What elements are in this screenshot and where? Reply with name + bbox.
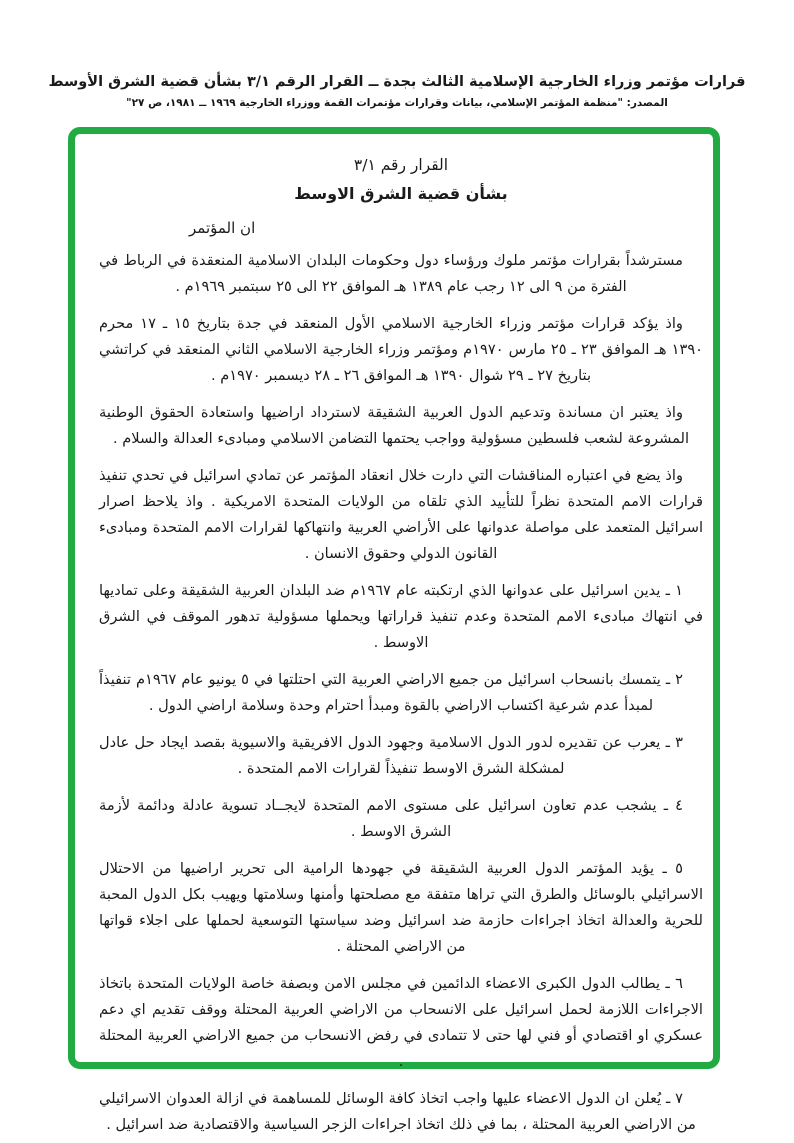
preamble-paragraph: واذ يعتبر ان مساندة وتدعيم الدول العربية الشقيقة لاسترداد اراضيها واستعادة الحقوق الوطنية المشروعة لشعب فلسطين مسؤولية وواجب يحتمها التضامن الاسلامي ومبادىء العدالة والسلام . <box>99 404 690 448</box>
resolution-item-7: ٧ ـ يُعلن ان الدول الاعضاء عليها واجب اتخاذ كافة الوسائل للمساهمة في ازالة العدوان الاسرائيلي من الاراضي العربية المحتلة ، بما في ذلك اتخاذ اجراءات الزجر السياسية والاقتصادية ضد اسرائيل . <box>99 1090 696 1134</box>
resolution-item-2: ٢ ـ يتمسك بانسحاب اسرائيل من جميع الاراضي العربية التي احتلتها في ٥ يونيو عام ١٩٦٧م تنفيذاً لمبدأ عدم شرعية اكتساب الاراضي بالقوة ومبدأ احترام وحدة وسلامة اراضي الدول . <box>99 671 683 715</box>
resolution-subject: بشأن قضية الشرق الاوسط <box>294 184 508 204</box>
opening-phrase: ان المؤتمر <box>189 219 256 238</box>
resolution-item-3: ٣ ـ يعرب عن تقديره لدور الدول الاسلامية وجهود الدول الافريقية والاسيوية بقصد ايجاد حل عادل لمشكلة الشرق الاوسط تنفيذاً لقرارات الامم المتحدة . <box>99 734 683 778</box>
resolution-item-6: ٦ ـ يطالب الدول الكبرى الاعضاء الدائمين في مجلس الامن وبصفة خاصة الولايات المتحدة باتخاذ الاجراءات اللازمة لحمل اسرائيل على الانسحاب من الاراضي العربية المحتلة ووقف تقديم اي دعم عسكري او اقتصادي أو فني لها حتى لا تتمادى في رفض الانسحاب من جميع الاراضي العربية المحتلة . <box>99 975 703 1071</box>
resolution-item-1: ١ ـ يدين اسرائيل على عدوانها الذي ارتكبته عام ١٩٦٧م ضد البلدان العربية الشقيقة وعلى تماديها في انتهاك مبادىء الامم المتحدة وعدم تنفيذ قراراتها ويحملها مسؤولية تدهور الموقف في الشرق الاوسط . <box>99 582 703 652</box>
document-header <box>0 0 794 109</box>
opening-phrase-row <box>189 219 703 237</box>
header-title: قرارات مؤتمر وزراء الخارجية الإسلامية الثالث بجدة ــ القرار الرقم ٣/١ بشأن قضية الشرق الأوسط <box>48 74 746 90</box>
resolution-item-5: ٥ ـ يؤيد المؤتمر الدول العربية الشقيقة في جهودها الرامية الى تحرير اراضيها من الاحتلال الاسرائيلي بالوسائل والطرق التي تراها متفقة مع مصلحتها وأمنها وسلامتها ويهيب بكل الدول المحبة للحرية والعدالة اتخاذ اجراءات حازمة ضد اسرائيل وضد سياستها التوسعية لحملها على اجلاء قواتها من الاراضي المحتلة . <box>99 860 703 956</box>
resolution-number: القرار رقم ٣/١ <box>353 156 449 175</box>
green-highlight-frame <box>68 127 720 1134</box>
preamble-paragraph: واذ يؤكد قرارات مؤتمر وزراء الخارجية الاسلامي الأول المنعقد في جدة بتاريخ ١٥ ـ ١٧ محرم ١٣٩٠ هـ الموافق ٢٣ ـ ٢٥ مارس ١٩٧٠م ومؤتمر وزراء الخارجية الاسلامي الثاني المنعقد في كراتشي بتاريخ ٢٧ ـ ٢٩ شوال ١٣٩٠ هـ الموافق ٢٦ ـ ٢٨ ديسمبر ١٩٧٠م . <box>99 315 703 385</box>
resolution-item-4: ٤ ـ يشجب عدم تعاون اسرائيل على مستوى الامم المتحدة لايجــاد تسوية عادلة ودائمة لأزمة الشرق الاوسط . <box>99 797 683 841</box>
preamble-paragraph: واذ يضع في اعتباره المناقشات التي دارت خلال انعقاد المؤتمر عن تمادي اسرائيل في تحدي تنفيذ قرارات الامم المتحدة نظراً للتأييد الذي تلقاه من الولايات المتحدة الامريكية . واذ يلاحظ اصرار اسرائيل المتعمد على مواصلة عدوانها على الأراضي العربية وانتهاكها لقرارات الامم المتحدة ومبادىء القانون الدولي وحقوق الانسان . <box>99 467 703 563</box>
header-source-line: المصدر: "منظمة المؤتمر الإسلامي، بيانات وقرارات مؤتمرات القمة ووزراء الخارجية ١٩٦٩ ــ ١٩٨١، ص ٢٧" <box>126 97 668 110</box>
preamble-paragraph: مسترشداً بقرارات مؤتمر ملوك ورؤساء دول وحكومات البلدان الاسلامية المنعقدة في الرباط في الفترة من ٩ الى ١٢ رجب عام ١٣٨٩ هـ الموافق ٢٢ الى ٢٥ سبتمبر ١٩٦٩م . <box>99 252 683 296</box>
